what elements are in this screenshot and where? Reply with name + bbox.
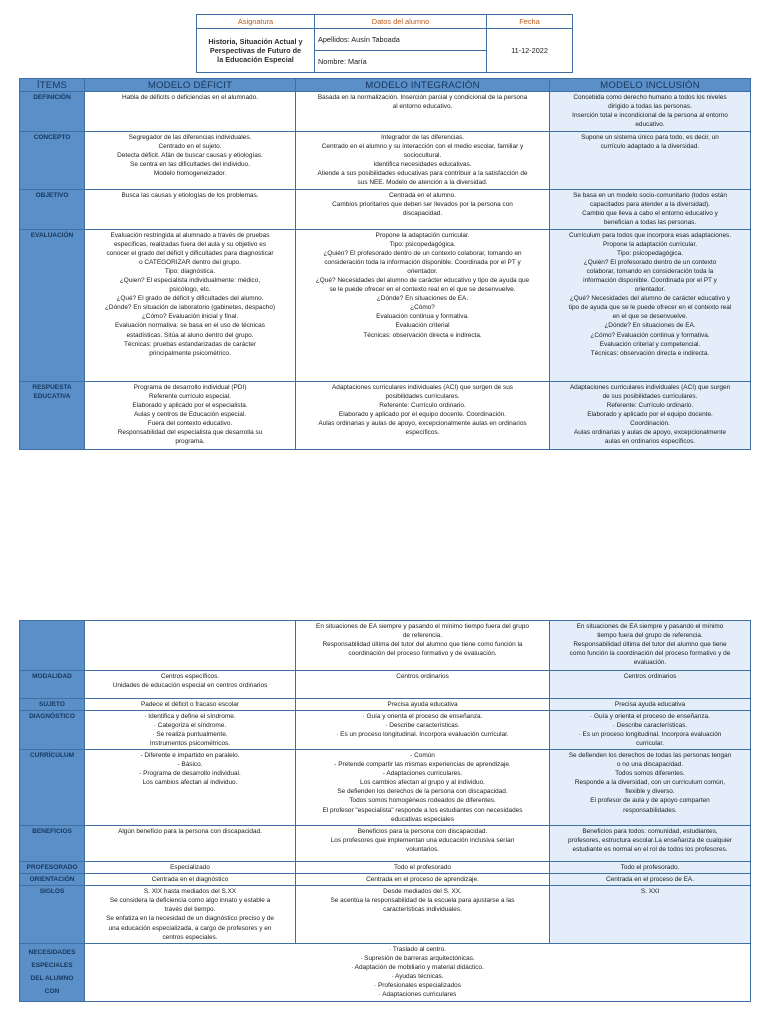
deficit-cell-orientacion <box>85 874 296 886</box>
inclusion-cell-respuesta-educativa-line: Aulas ordinarias y aulas de apoyo, excepcionalmente <box>573 429 727 437</box>
integration-cell-siglos <box>296 886 550 943</box>
deficit-cell-concepto-line: Modelo homogeneizador. <box>153 170 227 178</box>
integration-cell-curriculum <box>296 750 550 826</box>
inclusion-cell-concepto <box>550 132 751 190</box>
integration-cell-concepto-line: sociocultural. <box>403 152 442 160</box>
integration-cell-profesorado <box>296 862 550 874</box>
table-row-necesidades <box>20 943 751 1001</box>
comparison-table-2 <box>19 620 751 1002</box>
deficit-cell-beneficios <box>85 826 296 862</box>
student-heading: Datos del alumno <box>315 15 487 29</box>
row-label-diagnostico <box>20 711 85 750</box>
inclusion-cell-evaluacion-line: Currículum para todos que incorpora esas adaptaciones. <box>568 232 732 239</box>
inclusion-cell-definicion-line: dirigido a todas las personas. <box>608 103 692 111</box>
deficit-cell-curriculum-line: Los cambios afectan al individuo. <box>142 779 238 787</box>
integration-cell-concepto-line: Integrador de las diferencias. <box>380 134 465 141</box>
integration-cell-siglos-line: Se acentúa la responsabilidad de la escuela para ajustarse a las <box>330 897 515 905</box>
inclusion-cell-blank-line: evaluación. <box>633 659 667 667</box>
row-label-curriculum-line: CURRÍCULUM <box>29 752 75 760</box>
inclusion-cell-sujeto-line: Precisa ayuda educativa <box>614 701 686 708</box>
integration-cell-respuesta-educativa-line: específicos. <box>405 429 440 437</box>
integration-cell-blank-line: coordinación del proceso formativo y de evaluación. <box>348 650 497 658</box>
inclusion-cell-sujeto <box>550 699 751 711</box>
inclusion-cell-diagnostico-line: · Describe características. <box>612 722 688 730</box>
deficit-cell-definicion-line: Habla de déficits o deficiencias en el alumnado. <box>122 94 258 101</box>
deficit-cell-concepto <box>85 132 296 190</box>
deficit-cell-respuesta-educativa-line: Responsabilidad del especialista que desarrolla su <box>117 429 263 437</box>
inclusion-cell-definicion-line: educativo. <box>635 121 665 129</box>
row-label-necesidades-line: ESPECIALES <box>31 961 73 969</box>
inclusion-cell-profesorado <box>550 862 751 874</box>
row-label-respuesta-educativa-line: EDUCATIVA <box>33 393 71 400</box>
deficit-cell-siglos-line: S. XIX hasta mediados del S.XX <box>143 888 237 896</box>
inclusion-cell-beneficios-line: profesores, estructura escolar.La enseñanza de cualquier <box>568 837 732 845</box>
table-row-sujeto <box>20 699 751 711</box>
integration-cell-diagnostico-line: · Es un proceso longitudinal. Incorpora evaluación curricular. <box>336 731 509 739</box>
deficit-cell-concepto-line: Detecta déficit. Afán de buscar causas y etiologías. <box>117 152 263 160</box>
integration-cell-concepto-line: Centrado en el alumno y su interacción con el medio escolar, familiar y <box>321 143 524 151</box>
integration-cell-diagnostico-line: · Guía y orienta el proceso de enseñanza. <box>362 713 483 721</box>
deficit-cell-diagnostico-line: · Identifica y define el síndrome. <box>144 713 236 721</box>
needs-list-item: · Traslado al centro. <box>389 945 446 953</box>
integration-cell-evaluacion-line: Propone la adaptación curricular. <box>375 232 470 239</box>
inclusion-cell-objetivo-line: Se basa en un modelo socio-comunitario (todos están <box>573 192 727 199</box>
integration-cell-objetivo-line: discapacidad. <box>402 210 443 218</box>
row-label-sujeto-line: SUJETO <box>39 701 65 708</box>
table-row-respuesta-educativa <box>20 382 751 450</box>
inclusion-cell-evaluacion-line: ¿Dónde? En situaciones de EA. <box>604 322 696 330</box>
inclusion-cell-orientacion <box>550 874 751 886</box>
row-label-evaluacion-line: EVALUACIÓN <box>30 232 74 239</box>
inclusion-cell-evaluacion-line: ¿Qué? Necesidades del alumno de carácter educativo y <box>569 295 731 303</box>
inclusion-cell-diagnostico-line: · Guía y orienta el proceso de enseñanza. <box>590 713 710 721</box>
row-label-concepto <box>20 132 85 190</box>
integration-cell-evaluacion <box>296 230 550 382</box>
integration-cell-respuesta-educativa-line: Aulas ordinarias y aulas de apoyo, excepcionalmente aulas en ordinarios <box>318 420 527 428</box>
inclusion-cell-curriculum-line: flexible y diverso. <box>625 788 675 796</box>
row-label-orientacion-line: ORIENTACIÓN <box>29 876 75 884</box>
inclusion-cell-siglos <box>550 886 751 943</box>
deficit-cell-respuesta-educativa-line: Referente currículo especial. <box>149 393 231 401</box>
table-row-curriculum <box>20 750 751 826</box>
integration-cell-respuesta-educativa-line: Referente: Currículo ordinario. <box>379 402 466 410</box>
inclusion-cell-beneficios-line: Beneficios para todos: comunidad, estudiantes, <box>582 828 718 836</box>
deficit-cell-concepto-line: Centrado en el sujeto. <box>158 143 222 151</box>
integration-cell-curriculum-line: Todos somos homogéneos rodeados de diferentes. <box>349 797 496 805</box>
inclusion-cell-definicion-line: Concebida como derecho humano a todos los niveles <box>573 94 727 101</box>
inclusion-cell-blank-line: como función la coordinación del proceso formativo y de <box>569 650 731 658</box>
deficit-cell-curriculum-line: - Programa de desarrollo individual. <box>139 770 241 778</box>
inclusion-cell-siglos-line: S. XXI <box>640 888 660 896</box>
integration-cell-concepto-line: Identifica necesidades educativas. <box>373 161 472 169</box>
deficit-cell-diagnostico-line: · Categoriza el síndrome. <box>153 722 227 730</box>
integration-header: MODELO INTEGRACIÓN <box>296 79 550 92</box>
row-label-respuesta-educativa <box>20 382 85 450</box>
integration-cell-siglos-line: características individuales. <box>383 906 462 914</box>
row-label-objetivo-line: OBJETIVO <box>35 192 69 199</box>
integration-cell-beneficios-line: Beneficios para la persona con discapacidad. <box>357 828 488 836</box>
integration-cell-concepto-line: Atiende a sus posibilidades educativas para contribuir a la satisfacción de <box>317 170 528 178</box>
inclusion-cell-concepto-line: currículo adaptado a la diversidad. <box>600 143 700 151</box>
integration-cell-modalidad <box>296 671 550 699</box>
table-row-orientacion <box>20 874 751 886</box>
integration-cell-evaluacion-line: ¿Dónde? En situaciones de EA. <box>376 295 469 303</box>
inclusion-cell-profesorado-line: Todo el profesorado. <box>620 864 680 872</box>
integration-cell-curriculum-line: - Pretende compartir las mismas experiencias de aprendizaje. <box>334 761 511 769</box>
integration-cell-evaluacion-line: ¿Cómo? <box>410 304 435 312</box>
row-label-objetivo <box>20 190 85 230</box>
integration-cell-evaluacion-line: ¿Qué? Necesidades del alumno de carácter educativo y tipo de ayuda que <box>315 277 530 285</box>
inclusion-cell-beneficios <box>550 826 751 862</box>
inclusion-cell-evaluacion-line: Propone la adaptación curricular. <box>602 241 698 249</box>
deficit-cell-evaluacion-line: ¿Qué? El grado de déficit y dificultades del alumno. <box>116 295 264 303</box>
deficit-cell-concepto-line: Segregador de las diferencias individuales. <box>128 134 252 141</box>
inclusion-cell-definicion <box>550 92 751 132</box>
inclusion-header: MODELO INCLUSIÓN <box>550 79 751 92</box>
integration-cell-blank-line: de referencia. <box>402 632 443 640</box>
inclusion-cell-evaluacion-line: colaborar, tomando en consideración toda la <box>586 268 714 276</box>
name-field: Nombre: María <box>315 51 487 73</box>
deficit-cell-modalidad-line: Unidades de educación especial en centros ordinarios <box>112 682 268 690</box>
integration-cell-evaluacion-line: Evaluación criterial <box>395 322 450 330</box>
date-value: 11-12-2022 <box>487 29 573 73</box>
integration-cell-definicion <box>296 92 550 132</box>
deficit-cell-evaluacion-line: conocer el grado del déficit y dificultades para diagnosticar <box>106 250 274 258</box>
deficit-cell-curriculum <box>85 750 296 826</box>
row-label-modalidad-line: MODALIDAD <box>32 673 72 680</box>
integration-cell-evaluacion-line: orientador. <box>407 268 438 276</box>
row-label-evaluacion <box>20 230 85 382</box>
inclusion-cell-blank-line: Responsabilidad última del tutor del alumno que tiene <box>573 641 727 649</box>
inclusion-cell-diagnostico-line: curricular. <box>636 740 664 748</box>
table-row-modalidad <box>20 671 751 699</box>
deficit-cell-respuesta-educativa-line: Elaborado y aplicado por el especialista. <box>132 402 248 410</box>
integration-cell-evaluacion-line: Tipo: psicopedagógica. <box>389 241 456 249</box>
inclusion-cell-respuesta-educativa-line: Adaptaciones curriculares individuales (ACI) que surgen <box>569 384 731 391</box>
integration-cell-sujeto <box>296 699 550 711</box>
surname-field: Apellidos: Ausín Taboada <box>315 29 487 51</box>
table-row-siglos <box>20 886 751 943</box>
deficit-cell-evaluacion-line: o CATEGORIZAR dentro del grupo. <box>139 259 241 267</box>
deficit-cell-siglos-line: Se considera la deficiencia como algo innato y estable a <box>109 897 271 905</box>
row-label-siglos-line: SIGLOS <box>39 888 65 896</box>
integration-cell-evaluacion-line: ¿Quién? El profesorado dentro de un contexto colaborar, tomando en <box>323 250 522 258</box>
deficit-cell-respuesta-educativa-line: Fuera del contexto educativo. <box>147 420 233 428</box>
integration-cell-orientacion <box>296 874 550 886</box>
deficit-cell-siglos-line: través del tiempo. <box>164 906 216 914</box>
row-label-beneficios <box>20 826 85 862</box>
deficit-cell-modalidad <box>85 671 296 699</box>
table-row-diagnostico <box>20 711 751 750</box>
row-label-orientacion <box>20 874 85 886</box>
deficit-cell-sujeto <box>85 699 296 711</box>
deficit-cell-beneficios-line: Algún beneficio para la persona con discapacidad. <box>118 828 262 836</box>
integration-cell-curriculum-line: El profesor "especialista" responde a los estudiantes con necesidades <box>322 806 523 814</box>
integration-cell-respuesta-educativa-line: Adaptaciones curriculares individuales (ACI) que surgen de sus <box>331 384 514 391</box>
row-label-beneficios-line: BENEFICIOS <box>32 828 72 836</box>
integration-cell-evaluacion-line: se le puede ofrecer en el contexto real en el que se desenvuelve. <box>329 286 516 294</box>
inclusion-cell-evaluacion-line: Evaluación criterial y competencial. <box>599 340 701 348</box>
inclusion-cell-curriculum-line: o no una discapacidad. <box>616 761 684 769</box>
subject-value: Historia, Situación Actual y Perspectivas de Futuro de la Educación Especial <box>197 29 315 73</box>
inclusion-cell-blank-line: En situaciones de EA siempre y pasando el mínimo <box>576 623 724 630</box>
deficit-cell-evaluacion-line: estadísticas. Sitúa al aluno dentro del grupo. <box>126 331 254 339</box>
row-label-profesorado-line: PROFESORADO <box>26 864 78 872</box>
row-label-respuesta-educativa-line: RESPUESTA <box>32 384 72 391</box>
integration-cell-objetivo <box>296 190 550 230</box>
inclusion-cell-curriculum-line: Todos somos diferentes. <box>615 770 685 778</box>
deficit-cell-evaluacion <box>85 230 296 382</box>
deficit-cell-siglos-line: centros especiales. <box>162 933 218 941</box>
inclusion-cell-curriculum <box>550 750 751 826</box>
inclusion-cell-concepto-line: Supone un sistema único para todo, es decir, un <box>581 134 719 141</box>
deficit-cell-evaluacion-line: específicas, realizadas fuera del aula y su objetivo es <box>113 241 267 249</box>
inclusion-cell-respuesta-educativa <box>550 382 751 450</box>
deficit-cell-respuesta-educativa <box>85 382 296 450</box>
comparison-table-1 <box>19 78 751 450</box>
inclusion-cell-evaluacion-line: tipo de ayuda que se le puede ofrecer en el contexto real <box>568 304 732 312</box>
deficit-cell-respuesta-educativa-line: programa. <box>175 438 205 446</box>
inclusion-cell-curriculum-line: Responde a la diversidad, con un currículum común, <box>574 779 726 787</box>
integration-cell-evaluacion-line: consideración toda la información disponible. Coordinada por el PT y <box>324 259 521 267</box>
integration-cell-concepto <box>296 132 550 190</box>
inclusion-cell-evaluacion-line: orientador. <box>634 286 666 294</box>
integration-cell-diagnostico-line: · Describe características. <box>385 722 460 730</box>
row-label-profesorado <box>20 862 85 874</box>
deficit-cell-profesorado <box>85 862 296 874</box>
inclusion-cell-curriculum-line: El profesor de aula y de apoyo comparten <box>590 797 710 805</box>
deficit-cell-profesorado-line: Especializado <box>170 864 210 872</box>
inclusion-cell-modalidad <box>550 671 751 699</box>
inclusion-cell-curriculum-line: responsabilidades. <box>623 806 677 814</box>
row-label-definicion-line: DEFINICIÓN <box>33 94 71 101</box>
inclusion-cell-respuesta-educativa-line: Elaborado y aplicado por el equipo docente. <box>587 411 713 419</box>
deficit-cell-evaluacion-line: ¿Quien? El especialista individualmente: médico, <box>119 277 261 285</box>
inclusion-cell-objetivo-line: Cambio que lleva a cabo el entorno educativo y <box>582 210 718 218</box>
row-label-definicion <box>20 92 85 132</box>
date-heading: Fecha <box>487 15 573 29</box>
integration-cell-concepto-line: sus NEE. Modelo de atención a la diversidad. <box>357 179 488 187</box>
deficit-cell-respuesta-educativa-line: Programa de desarrollo individual (PDI) <box>133 384 247 391</box>
integration-cell-beneficios <box>296 826 550 862</box>
inclusion-cell-diagnostico-line: · Es un proceso longitudinal. Incorpora evaluación <box>578 731 722 739</box>
integration-cell-siglos-line: Desde mediados del S. XX. <box>383 888 462 896</box>
subject-heading: Asignatura <box>197 15 315 29</box>
needs-list-item: · Profesionales especializados <box>374 981 461 989</box>
table-row-blank <box>20 621 751 671</box>
inclusion-cell-respuesta-educativa-line: Coordinación. <box>630 420 670 428</box>
deficit-cell-siglos-line: una educación especializada, a cargo de profesores y en <box>108 924 272 932</box>
integration-cell-blank-line: En situaciones de EA siempre y pasando el mínimo tiempo fuera del grupo <box>316 623 529 630</box>
inclusion-cell-beneficios-line: estudiante es normal en el rol de todos los profesores. <box>572 846 728 854</box>
needs-list-item: · Ayudas técnicas. <box>391 972 444 980</box>
deficit-cell-curriculum-line: - Básico. <box>177 761 203 769</box>
deficit-cell-diagnostico <box>85 711 296 750</box>
integration-cell-modalidad-line: Centros ordinarios <box>396 673 449 680</box>
integration-cell-blank-line: Responsabilidad última del tutor del alumno que tiene como función la <box>322 641 523 649</box>
table-row-beneficios <box>20 826 751 862</box>
deficit-cell-evaluacion-line: Técnicas: pruebas estandarizadas de carácter <box>123 340 257 348</box>
deficit-cell-modalidad-line: Centros específicos. <box>160 673 220 680</box>
deficit-header: MODELO DÉFICIT <box>85 79 296 92</box>
inclusion-cell-modalidad-line: Centros ordinarios <box>623 673 677 680</box>
integration-cell-curriculum-line: Los cambios afectan al grupo y al individuo. <box>360 779 485 787</box>
integration-cell-curriculum-line: - Común <box>410 752 435 760</box>
row-label-concepto-line: CONCEPTO <box>33 134 71 141</box>
inclusion-cell-objetivo <box>550 190 751 230</box>
integration-cell-beneficios-line: voluntarios. <box>406 846 439 854</box>
deficit-cell-diagnostico-line: · Se realiza puntualmente. <box>152 731 228 739</box>
deficit-cell-evaluacion-line: principalmente psicométrico. <box>149 349 231 357</box>
integration-cell-evaluacion-line: Técnicas: observación directa e indirecta. <box>363 331 482 339</box>
deficit-cell-evaluacion-line: ¿Dónde? En situación de laboratorio (gabinetes, despacho) <box>105 304 275 312</box>
deficit-cell-siglos <box>85 886 296 943</box>
integration-cell-objetivo-line: Centrada en el alumno. <box>389 192 456 199</box>
integration-cell-diagnostico <box>296 711 550 750</box>
deficit-cell-siglos-line: Se enfatiza en la necesidad de un diagnóstico preciso y de <box>106 915 274 923</box>
deficit-cell-sujeto-line: Padece el déficit o fracaso escolar <box>140 701 240 708</box>
inclusion-cell-objetivo-line: benefician a todas las personas. <box>603 219 697 227</box>
deficit-cell-evaluacion-line: psicólogo, etc. <box>169 286 211 294</box>
deficit-cell-evaluacion-line: Evaluación restringida al alumnado a través de pruebas <box>110 232 270 239</box>
items-header: ÍTEMS <box>20 79 85 92</box>
inclusion-cell-evaluacion-line: Técnicas: observación directa e indirecta. <box>590 349 710 357</box>
inclusion-cell-diagnostico <box>550 711 751 750</box>
needs-list-cell <box>85 943 751 1001</box>
row-label-diagnostico-line: DIAGNÓSTICO <box>29 713 75 721</box>
inclusion-cell-evaluacion-line: Tipo: psicopedagógica. <box>617 250 683 258</box>
inclusion-cell-blank <box>550 621 751 671</box>
row-label-siglos <box>20 886 85 943</box>
deficit-cell-objetivo <box>85 190 296 230</box>
integration-cell-definicion-line: al entorno educativo. <box>392 103 453 111</box>
deficit-cell-orientacion-line: Centrada en el diagnóstico <box>151 876 229 884</box>
integration-cell-objetivo-line: Cambios prioritarios que deben ser llevados por la persona con <box>332 201 513 209</box>
row-label-necesidades-line: CON <box>44 987 60 995</box>
deficit-cell-concepto-line: Se centra en las dificultades del individuo. <box>130 161 250 169</box>
row-label-necesidades <box>20 943 85 1001</box>
table-header-row <box>20 79 751 92</box>
integration-cell-respuesta-educativa <box>296 382 550 450</box>
table-row-objetivo <box>20 190 751 230</box>
inclusion-cell-evaluacion-line: ¿Quién? El profesorado dentro de un contexto <box>583 259 717 267</box>
inclusion-cell-evaluacion <box>550 230 751 382</box>
needs-list-item: · Adaptaciones curriculares <box>378 990 457 998</box>
row-label-necesidades-line: NECESIDADES <box>28 948 76 956</box>
row-label-sujeto <box>20 699 85 711</box>
row-label-modalidad <box>20 671 85 699</box>
needs-list-item: · Adaptación de mobiliario y material didáctico. <box>351 963 484 971</box>
deficit-cell-curriculum-line: - Diferente e impartido en paralelo. <box>140 752 240 760</box>
header-table <box>196 14 573 73</box>
integration-cell-curriculum-line: educativas especiales <box>391 815 454 823</box>
deficit-cell-evaluacion-line: Evaluación normativa: se basa en el uso de técnicas <box>115 322 265 330</box>
inclusion-cell-respuesta-educativa-line: de sus posibilidades curriculares. <box>602 393 698 401</box>
integration-cell-profesorado-line: Todo el profesorado <box>394 864 451 872</box>
inclusion-cell-orientacion-line: Centrada en el proceso de EA. <box>605 876 695 884</box>
integration-cell-beneficios-line: Los profesores que implementan una educación inclusiva serían <box>330 837 515 845</box>
inclusion-cell-objetivo-line: capacitados para atender a la diversidad). <box>590 201 710 209</box>
table-row-concepto <box>20 132 751 190</box>
integration-cell-blank <box>296 621 550 671</box>
deficit-cell-evaluacion-line: ¿Cómo? Evaluación inicial y final. <box>141 313 239 321</box>
deficit-cell-respuesta-educativa-line: Aulas y centros de Educación especial. <box>133 411 246 419</box>
inclusion-cell-respuesta-educativa-line: aulas en ordinarios específicos. <box>604 438 696 446</box>
deficit-cell-diagnostico-line: Instrumentos psicométricos. <box>149 740 231 748</box>
integration-cell-evaluacion-line: Evaluación continua y formativa. <box>376 313 469 321</box>
integration-cell-curriculum-line: - Adaptaciones curriculares. <box>382 770 463 778</box>
integration-cell-curriculum-line: Se defienden los derechos de la persona con discapacidad. <box>337 788 508 796</box>
integration-cell-sujeto-line: Precisa ayuda educativa <box>387 701 458 708</box>
integration-cell-definicion-line: Basada en la normalización. Inserción parcial y condicional de la persona <box>317 94 528 101</box>
integration-cell-respuesta-educativa-line: posibilidades curriculares. <box>385 393 460 401</box>
deficit-cell-objetivo-line: Busca las causas y etiologías de los problemas. <box>121 192 259 199</box>
inclusion-cell-evaluacion-line: información disponible. Coordinada por el PT y <box>583 277 717 285</box>
inclusion-cell-evaluacion-line: ¿Cómo? Evaluación continua y formativa. <box>590 331 710 339</box>
table-row-profesorado <box>20 862 751 874</box>
inclusion-cell-definicion-line: Inserción total e incondicional de la persona al entorno <box>572 112 728 120</box>
deficit-cell-evaluacion-line: Tipo: diagnóstica. <box>164 268 216 276</box>
table-row-definicion <box>20 92 751 132</box>
integration-cell-respuesta-educativa-line: Elaborado y aplicado por el equipo docente. Coordinación. <box>338 411 507 419</box>
deficit-cell-blank <box>85 621 296 671</box>
inclusion-cell-curriculum-line: Se defienden los derechos de todas las personas tengan <box>568 752 732 760</box>
inclusion-cell-respuesta-educativa-line: Referente: Currículo ordinario. <box>606 402 694 410</box>
inclusion-cell-blank-line: tiempo fuera del grupo de referencia. <box>597 632 703 640</box>
row-label-curriculum <box>20 750 85 826</box>
table-row-evaluacion <box>20 230 751 382</box>
row-label-blank <box>20 621 85 671</box>
row-label-necesidades-line: DEL ALUMNO <box>30 974 74 982</box>
needs-list-item: · Supresión de barreras arquitectónicas. <box>360 954 475 962</box>
integration-cell-orientacion-line: Centrada en el proceso de aprendizaje. <box>366 876 479 884</box>
inclusion-cell-evaluacion-line: en el que se desenvuelve. <box>612 313 688 321</box>
deficit-cell-definicion <box>85 92 296 132</box>
